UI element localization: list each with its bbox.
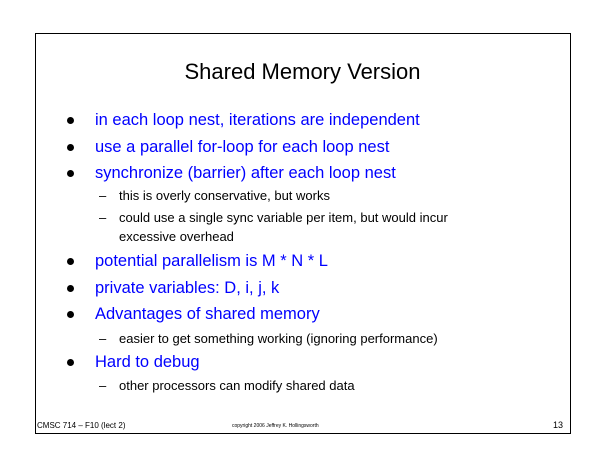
sub-bullet-text: excessive overhead [119, 229, 234, 244]
bullet-text: potential parallelism is M * N * L [95, 252, 328, 270]
bullet-text: synchronize (barrier) after each loop nest [95, 164, 396, 182]
sub-bullet-text: could use a single sync variable per item, but would incur [119, 210, 448, 225]
bullet-dot-icon [67, 359, 74, 366]
sub-bullet-dash: – [99, 210, 107, 225]
bullet-dot-icon [67, 170, 74, 177]
bullet-dot-icon [67, 311, 74, 318]
sub-bullet-dash: – [99, 188, 107, 203]
footer-copyright: copyright 2006 Jeffrey K. Hollingsworth [232, 423, 319, 429]
bullet-dot-icon [67, 285, 74, 292]
sub-bullet-text: other processors can modify shared data [119, 378, 355, 393]
sub-bullet-text: easier to get something working (ignoring performance) [119, 331, 438, 346]
bullet-text: private variables: D, i, j, k [95, 279, 280, 297]
bullet-text: in each loop nest, iterations are independent [95, 111, 420, 129]
slide-title: Shared Memory Version [184, 59, 421, 84]
bullet-dot-icon [67, 144, 74, 151]
slide-frame [35, 33, 571, 434]
sub-bullet-text: this is overly conservative, but works [119, 188, 330, 203]
sub-bullet-dash: – [99, 331, 107, 346]
bullet-dot-icon [67, 258, 74, 265]
footer-course-label: CMSC 714 – F10 (lect 2) [37, 421, 126, 430]
bullet-text: use a parallel for-loop for each loop nest [95, 138, 390, 156]
sub-bullet-dash: – [99, 378, 107, 393]
page-number: 13 [553, 420, 564, 430]
bullet-text: Hard to debug [95, 353, 200, 371]
bullet-text: Advantages of shared memory [95, 305, 320, 323]
bullet-dot-icon [67, 117, 74, 124]
